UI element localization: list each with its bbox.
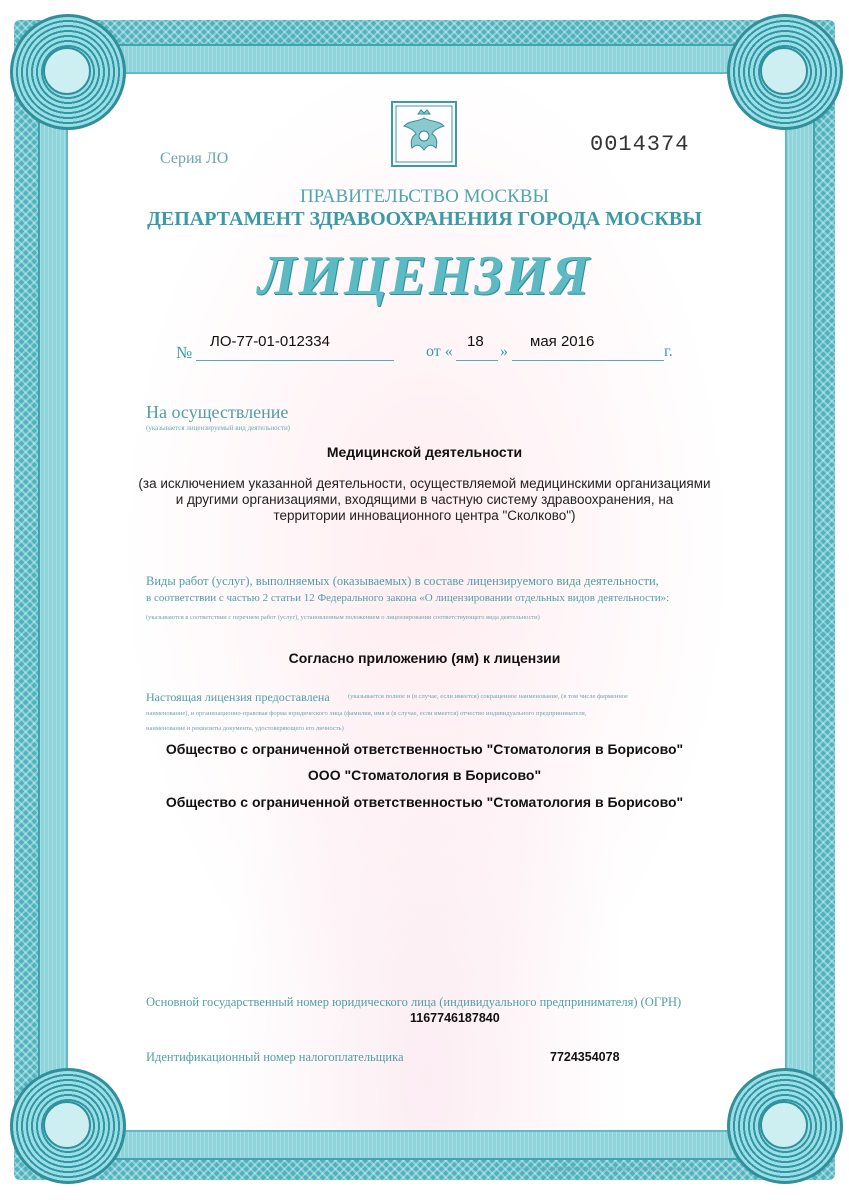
activity-hint: (указывается лицензируемый вид деятельности) (146, 424, 291, 432)
series-label: Серия ЛО (160, 150, 229, 167)
licensee-brand-name: Общество с ограниченной ответственностью "Стоматология в Борисово" (165, 794, 684, 810)
coat-of-arms-emblem (388, 98, 460, 170)
license-number-underline (196, 360, 394, 361)
printer-note: © ЗАО «Полиграфкомплект», Москва, 2012, уровень «Б», зак. 131-12 (520, 1166, 697, 1172)
licensee-full-name: Общество с ограниченной ответственностью "Стоматология в Борисово" (165, 741, 684, 757)
granted-hint-line-1: (указывается полное и (в случае, если имеется) сокращенное наименование, (в том числе фирменное (348, 693, 629, 700)
corner-rosette-top-right (727, 14, 843, 130)
license-title: ЛИЦЕНЗИЯ (257, 245, 592, 307)
serial-number: 0014374 (590, 132, 690, 157)
works-hint: (указываются в соответствии с перечнем работ (услуг), установленным положением о лицензировании соответствующего вида деятельности) (146, 614, 540, 621)
corner-rosette-bottom-left (10, 1068, 126, 1184)
works-line-1: Виды работ (услуг), выполняемых (оказываемых) в составе лицензируемого вида деятельности, (146, 574, 659, 588)
activity-value: Медицинской деятельности (326, 444, 523, 460)
exclusion-line-1: (за исключением указанной деятельности, осуществляемой медицинскими организациями (138, 476, 711, 491)
license-day: 18 (467, 333, 484, 350)
corner-rosette-top-left (10, 14, 126, 130)
quote-close: » (500, 343, 508, 360)
month-year-underline (512, 360, 664, 361)
works-line-2: в соответствии с частью 2 статьи 12 Федерального закона «О лицензировании отдельных видов деятельности»: (146, 592, 670, 604)
granted-hint-line-3: наименование и реквизиты документа, удостоверяющего его личность) (146, 725, 344, 732)
day-underline (456, 360, 498, 361)
department-heading: ДЕПАРТАМЕНТ ЗДРАВООХРАНЕНИЯ ГОРОДА МОСКВЫ (147, 208, 702, 230)
activity-label: На осуществление (146, 402, 289, 422)
date-from-label: от « (426, 343, 453, 360)
license-month-year: мая 2016 (530, 333, 595, 350)
government-heading: ПРАВИТЕЛЬСТВО МОСКВЫ (299, 186, 550, 207)
year-suffix: г. (664, 343, 673, 360)
works-value: Согласно приложению (ям) к лицензии (288, 650, 561, 666)
licensee-short-name: ООО "Стоматология в Борисово" (307, 767, 542, 783)
granted-label: Настоящая лицензия предоставлена (146, 690, 330, 704)
inn-label: Идентификационный номер налогоплательщика (146, 1050, 404, 1064)
number-sign: № (176, 343, 193, 362)
granted-hint-line-2: наименование), и организационно-правовая форма юридического лица (фамилия, имя и (в случае, если имеется) отчество индивидуального предпринимателя, (146, 710, 587, 717)
corner-rosette-bottom-right (727, 1068, 843, 1184)
ogrn-label: Основной государственный номер юридического лица (индивидуального предпринимателя) (ОГРН) (146, 995, 682, 1009)
exclusion-line-2: и другими организациями, входящими в частную систему здравоохранения, на (175, 492, 674, 507)
ogrn-value: 1167746187840 (410, 1011, 500, 1025)
license-number: ЛО-77-01-012334 (210, 333, 330, 350)
inn-value: 7724354078 (550, 1050, 620, 1064)
exclusion-line-3: территории инновационного центра "Сколково") (273, 508, 576, 523)
